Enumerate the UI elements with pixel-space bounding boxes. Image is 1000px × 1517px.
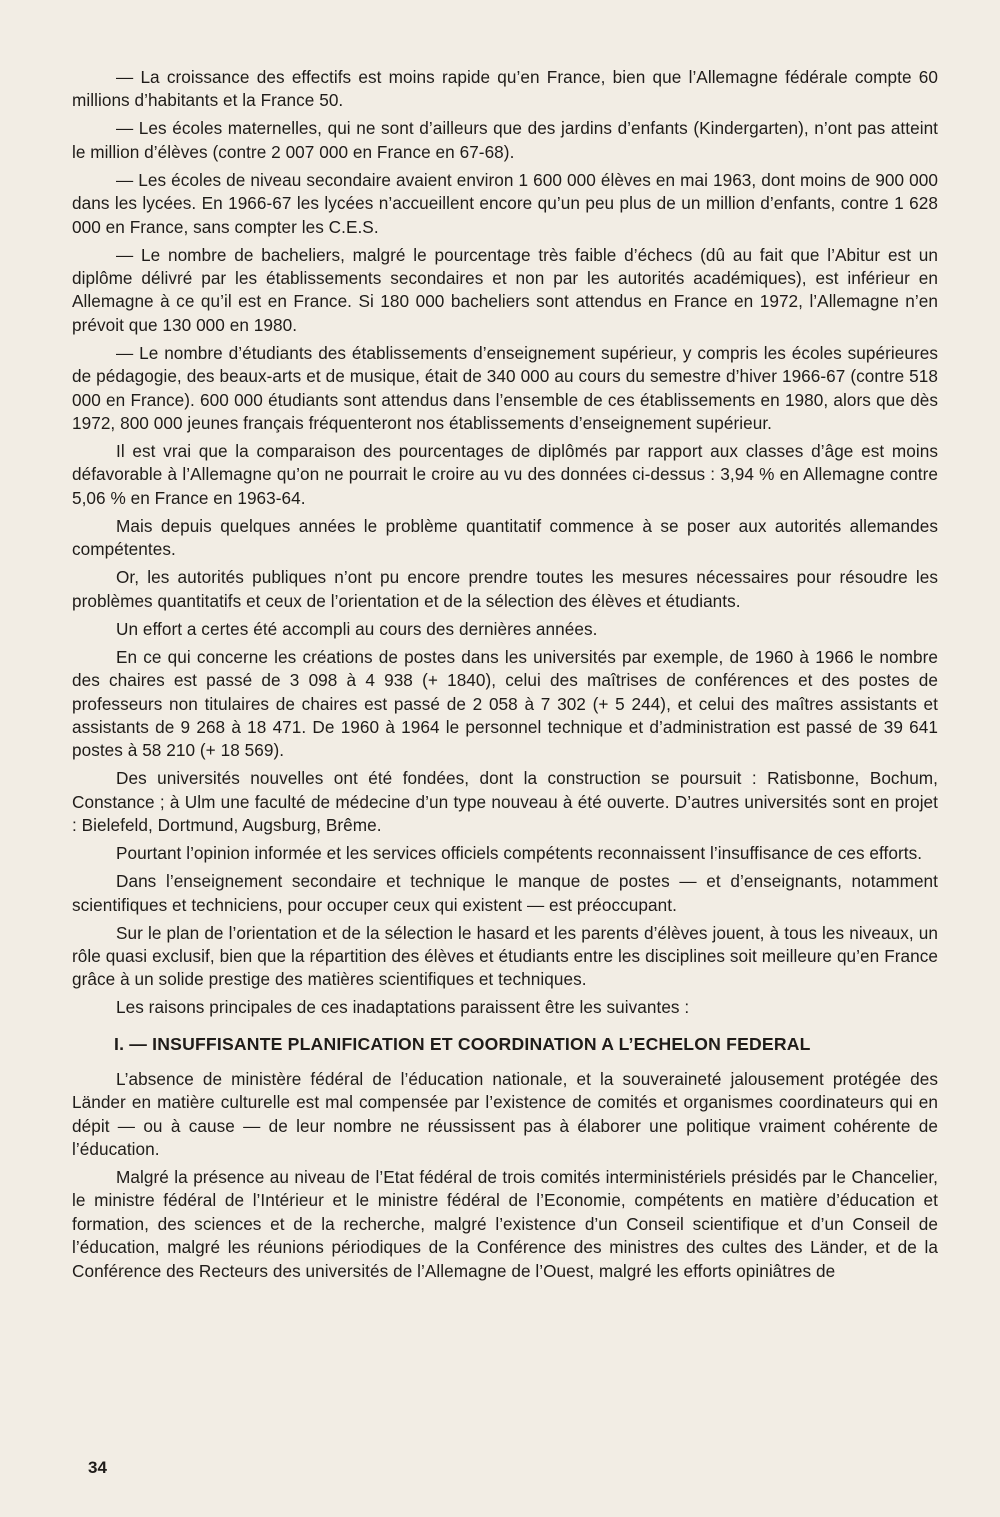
- paragraph-creations-postes: En ce qui concerne les créations de postes dans les universités par exemple, de 1960 à 1966 le nombre des chaires est passé de 3 098 à 4 938 (+ 1840), celui des maîtrises de conférences et des postes de professeurs non titulaires de chaires est passé de 2 058 à 7 302 (+ 5 244), et celui des maîtres assistants et assistants de 9 268 à 18 471. De 1960 à 1964 le personnel technique et d’administration est passé de 39 641 postes à 58 210 (+ 18 569).: [72, 646, 938, 761]
- page-body: [72, 66, 938, 1288]
- paragraph-insuffisance: Pourtant l’opinion informée et les services officiels compétents reconnaissent l’insuffisance de ces efforts.: [116, 843, 923, 864]
- paragraph-comites: Malgré la présence au niveau de l’Etat fédéral de trois comités interministériels présidés par le Chancelier, le ministre fédéral de l’Intérieur et le ministre fédéral de l’Economie, compétents en matière d’éducation et formation, des sciences et de la recherche, malgré l’existence d’un Conseil scientifique et d’un Conseil de l’éducation, malgré les réunions périodiques de la Conférence des ministres des cultes des Länder, et de la Conférence des Recteurs des universités de l’Allemagne de l’Ouest, malgré les efforts opiniâtres de: [72, 1166, 938, 1281]
- paragraph-pourcentages: Il est vrai que la comparaison des pourcentages de diplômés par rapport aux classes d’âge est moins défavorable à l’Allemagne qu’on ne pourrait le croire au vu des données ci-dessus : 3,94 % en Allemagne contre 5,06 % en France en 1963-64.: [72, 441, 938, 508]
- paragraph-autorites-publiques: Or, les autorités publiques n’ont pu encore prendre toutes les mesures nécessaires pour résoudre les problèmes quantitatifs et ceux de l’orientation et de la sélection des élèves et étudiants.: [72, 567, 938, 611]
- paragraph-effectifs: — La croissance des effectifs est moins rapide qu’en France, bien que l’Allemagne fédérale compte 60 millions d’habitants et la France 50.: [72, 67, 938, 111]
- paragraph-universites-nouvelles: Des universités nouvelles ont été fondées, dont la construction se poursuit : Ratisbonne, Bochum, Constance ; à Ulm une faculté de médecine d’un type nouveau à été ouverte. D’autres universités sont en projet : Bielefeld, Dortmund, Augsburg, Brême.: [72, 768, 938, 836]
- section-heading: I. — INSUFFISANTE PLANIFICATION ET COORDINATION A L’ECHELON FEDERAL: [114, 1033, 811, 1054]
- paragraph-bacheliers: — Le nombre de bacheliers, malgré le pourcentage très faible d’échecs (dû au fait que l’Abitur est un diplôme délivré par les établissements secondaires et non par les autorités académiques), est inférieur en Allemagne à ce qu’il est en France. Si 180 000 bacheliers sont attendus en France en 1972, l’Allemagne n’en prévoit que 130 000 en 1980.: [72, 244, 938, 335]
- paragraph-etudiants: — Le nombre d’étudiants des établissements d’enseignement supérieur, y compris les écoles supérieures de pédagogie, des beaux-arts et de musique, était de 340 000 au cours du semestre d’hiver 1966-67 (contre 518 000 en France). 600 000 étudiants sont attendus dans l’ensemble de ces établissements en 1980, alors que dès 1972, 800 000 jeunes français fréquenteront nos établissements d’enseignement supérieur.: [72, 342, 938, 434]
- page-number: 34: [88, 1458, 107, 1477]
- paragraph-effort: Un effort a certes été accompli au cours des dernières années.: [116, 618, 598, 639]
- paragraph-ecoles-maternelles: — Les écoles maternelles, qui ne sont d’ailleurs que des jardins d’enfants (Kindergarten), n’ont pas atteint le million d’élèves (contre 2 007 000 en France en 67-68).: [72, 118, 938, 162]
- paragraph-absence-ministere: L’absence de ministère fédéral de l’éducation nationale, et la souveraineté jalousement protégée des Länder en matière culturelle est mal compensée par l’existence de comités et organismes coordinateurs qui en dépit — ou à cause — de leur nombre ne réussissent pas à élaborer une politique vraiment cohérente de l’éducation.: [72, 1068, 938, 1159]
- paragraph-manque-postes: Dans l’enseignement secondaire et technique le manque de postes — et d’enseignants, notamment scientifiques et techniciens, pour occuper ceux qui existent — est préoccupant.: [72, 871, 938, 915]
- paragraph-orientation: Sur le plan de l’orientation et de la sélection le hasard et les parents d’élèves jouent, à tous les niveaux, un rôle quasi exclusif, bien que la répartition des élèves et étudiants entre les disciplines soit meilleure qu’en France grâce à un solide prestige des matières scientifiques et techniques.: [72, 922, 938, 990]
- paragraph-probleme-quantitatif: Mais depuis quelques années le problème quantitatif commence à se poser aux autorités allemandes compétentes.: [72, 515, 938, 560]
- paragraph-raisons: Les raisons principales de ces inadaptations paraissent être les suivantes :: [116, 997, 690, 1018]
- paragraph-ecoles-secondaires: — Les écoles de niveau secondaire avaient environ 1 600 000 élèves en mai 1963, dont moins de 900 000 dans les lycées. En 1966-67 les lycées n’accueillent encore qu’un peu plus de un million d’enfants, contre 1 628 000 en France, sans compter les C.E.S.: [72, 169, 938, 237]
